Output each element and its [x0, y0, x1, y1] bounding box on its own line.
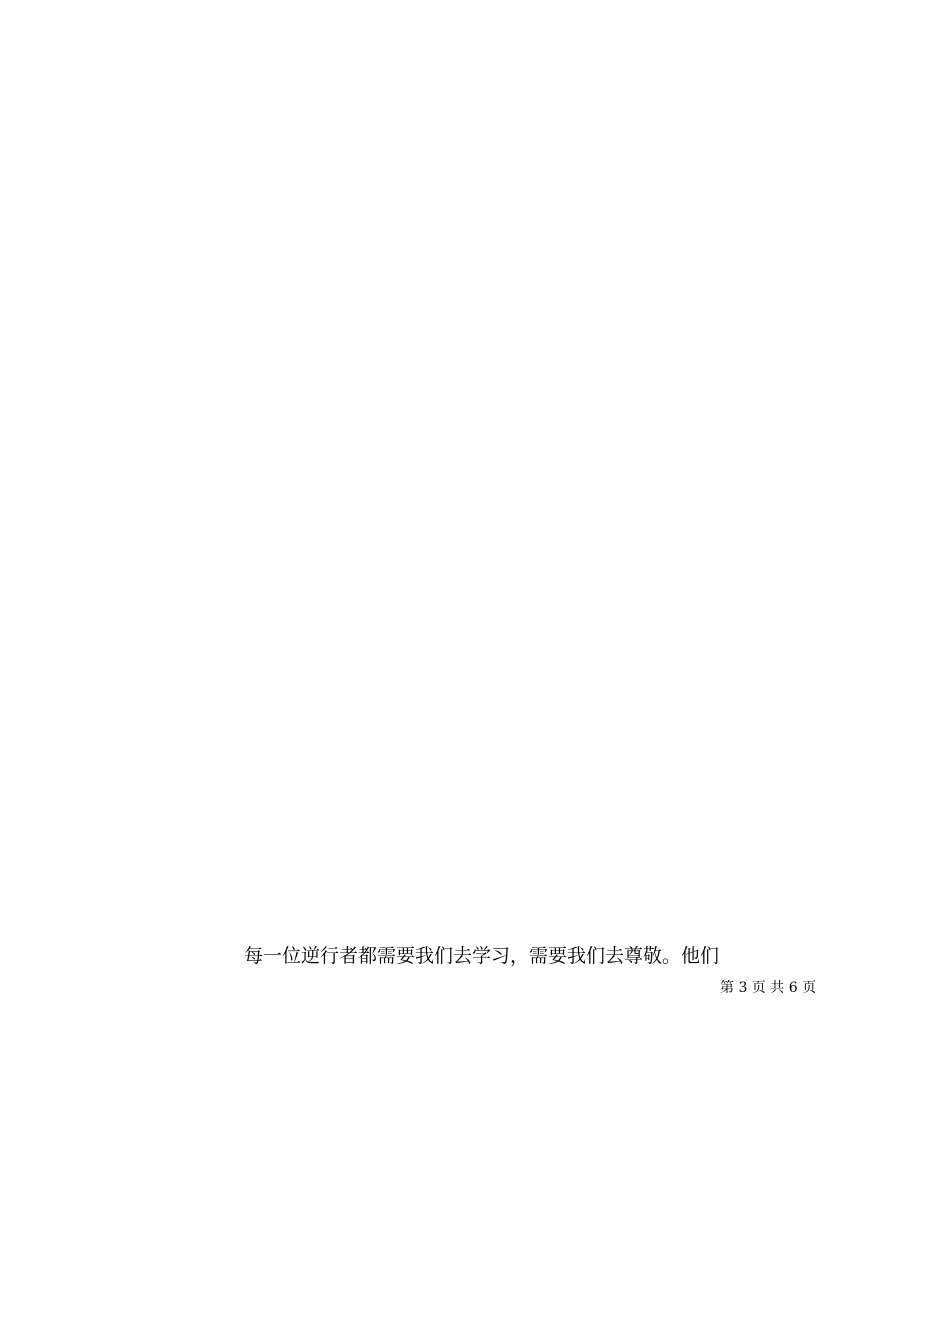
text-line: [146, 320, 810, 348]
text-line: [146, 291, 810, 319]
text-line: [146, 172, 810, 200]
text-line: [146, 794, 810, 822]
text-line: [146, 705, 810, 733]
text-line: [146, 261, 810, 289]
text-line: [244, 675, 810, 703]
text-line: [146, 764, 810, 792]
text-line: [244, 439, 810, 467]
text-line: [146, 202, 810, 230]
text-line: [146, 646, 810, 674]
text-line: [146, 823, 810, 851]
text-line: [146, 587, 810, 615]
text-line: [146, 557, 810, 585]
text-line: [146, 616, 810, 644]
text-line: [146, 883, 810, 911]
text-line: [146, 113, 810, 141]
text-line: [146, 735, 810, 763]
text-line: 每一位逆行者都需要我们去学习，需要我们去尊敬。他们: [244, 945, 720, 967]
text-line: [146, 853, 810, 881]
text-line: [146, 379, 810, 407]
text-line: [146, 350, 810, 378]
text-line: [146, 468, 810, 496]
text-line: [146, 143, 810, 171]
text-line: [146, 231, 810, 259]
text-line: [146, 498, 810, 526]
page-number-footer: 第 3 页 共 6 页: [720, 980, 817, 996]
text-line: [146, 409, 810, 437]
text-line: [146, 527, 810, 555]
text-line: [146, 912, 810, 940]
